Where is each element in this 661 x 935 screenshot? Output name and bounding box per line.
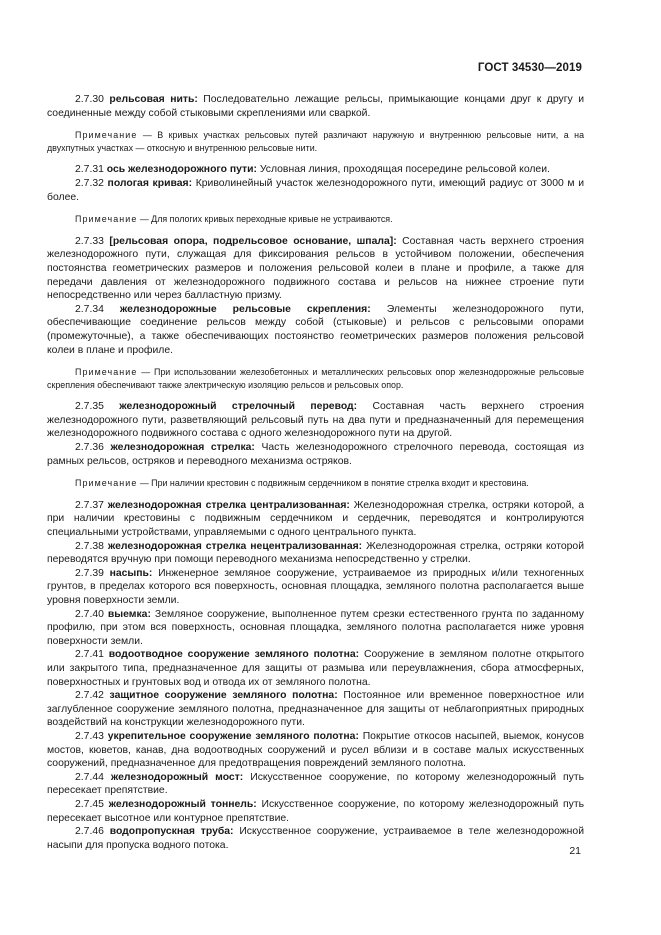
document-body: [47, 93, 584, 852]
note-paragraph: [47, 477, 584, 490]
definition-paragraph: [47, 400, 584, 441]
definition-paragraph: [47, 499, 584, 540]
definition-text: Инженерное земляное сооружение, устраиваемое из природных и/или техногенных грунтов, в пределах которого вся поверхность, основная площадка, земляного полотна располагается выше уровня поверхности земли.: [47, 567, 584, 606]
term: [рельсовая опора, подрельсовое основание, шпала]:: [109, 235, 397, 247]
clause-number: 2.7.42: [75, 690, 104, 702]
definition-text: Сооружение в земляном полотне открытого или закрытого типа, предназначенное для защиты от размыва или переувлажнения, сбора атмосферных, поверхностных и грунтовых вод и отвода их от земляного полотна.: [47, 649, 585, 688]
definition-paragraph: [47, 567, 584, 608]
clause-number: 2.7.34: [75, 303, 104, 315]
page-number: 21: [569, 845, 581, 857]
term: укрепительное сооружение земляного полотна:: [107, 730, 359, 742]
definition-text: Искусственное сооружение, по которому железнодорожный путь пересекает препятствие.: [47, 771, 585, 797]
note-text: — В кривых участках рельсовых путей различают наружную и внутреннюю рельсовые нити, а на двухпутных участках — откосную и внутреннюю рельсовые нити.: [47, 130, 584, 153]
definition-paragraph: [47, 608, 584, 649]
term: выемка:: [107, 608, 151, 620]
definition-text: Искусственное сооружение, устраиваемое в теле железнодорожной насыпи для пропуска водного потока.: [47, 826, 585, 851]
definition-text: Составная часть верхнего строения железнодорожного пути, разветвляющий рельсовый путь на два пути и предназначенный для перемещения железнодорожного подвижного состава с одного железнодорожного пути на другой.: [47, 401, 585, 440]
clause-number: 2.7.43: [75, 730, 104, 742]
definition-text: Последовательно лежащие рельсы, примыкающие концами друг к другу и соединенные между собой стыковыми скреплениями или сваркой.: [47, 94, 584, 119]
clause-number: 2.7.45: [75, 798, 104, 810]
definition-paragraph: [47, 163, 584, 177]
definition-text: Криволинейный участок железнодорожного пути, имеющий радиус от 3000 м и более.: [47, 177, 585, 203]
term: железнодорожный стрелочный перевод:: [119, 401, 358, 413]
clause-number: 2.7.37: [75, 499, 104, 511]
term: железнодорожный тоннель:: [108, 798, 257, 810]
note-text: — При наличии крестовин с подвижным сердечником в понятие стрелка входит и крестовина.: [139, 478, 529, 489]
clause-number: 2.7.36: [75, 442, 104, 454]
clause-number: 2.7.33: [75, 235, 104, 247]
clause-number: 2.7.32: [75, 177, 104, 189]
term: железнодорожный мост:: [110, 771, 244, 783]
note-text: — При использовании железобетонных и металлических рельсовых опор железнодорожные рельсовые скрепления обеспечивают также электрическую изоляцию рельсов и рельсовых опор.: [47, 367, 585, 390]
clause-number: 2.7.39: [75, 567, 104, 579]
note-label: Примечание: [75, 367, 138, 378]
term: ось железнодорожного пути:: [106, 164, 257, 176]
definition-text: Покрытие откосов насыпей, выемок, конусов мостов, кюветов, канав, дна водоотводных сооружений и русел вблизи и в составе малых искусственных сооружений, предназначенное для предотвращения повреждений земляного полотна.: [47, 730, 584, 770]
clause-number: 2.7.31: [75, 164, 104, 176]
definition-paragraph: [47, 648, 584, 689]
definition-paragraph: [47, 771, 584, 798]
term: насыпь:: [109, 567, 153, 579]
definition-text: Составная часть верхнего строения железнодорожного пути, служащая для фиксирования рельсов в устойчивом положении, обеспечения постоянства геометрических размеров и положения рельсовой колеи в плане и профиле, а также для передачи давления от железнодорожного подвижного состава и рельсов на нижнее строение пути непосредственно или через балластную призму.: [47, 235, 585, 302]
note-text: — Для пологих кривых переходные кривые не устраиваются.: [139, 214, 393, 225]
standard-code-header: ГОСТ 34530—2019: [477, 62, 582, 74]
definition-text: Железнодорожная стрелка, остряки которой, а при наличии крестовины с подвижным сердечником и сердечник, переводятся и контролируются специальными устройствами, управляемыми с одного центрального пункта.: [47, 499, 584, 539]
note-label: Примечание: [75, 130, 138, 141]
definition-text: Железнодорожная стрелка, остряки которой переводятся вручную при помощи переводного механизма непосредственно у стрелки.: [47, 540, 585, 566]
definition-text: Земляное сооружение, выполненное путем срезки естественного грунта по заданному профилю, при этом вся поверхность, основная площадка, земляного полотна располагается ниже уровня поверхности земли.: [47, 608, 585, 647]
note-paragraph: [47, 129, 584, 154]
clause-number: 2.7.40: [75, 608, 104, 620]
clause-number: 2.7.38: [75, 540, 104, 552]
term: железнодорожная стрелка:: [110, 442, 255, 454]
definition-paragraph: [47, 825, 584, 852]
term: железнодорожная стрелка централизованная:: [107, 499, 350, 511]
note-paragraph: [47, 213, 584, 226]
clause-number: 2.7.35: [75, 401, 104, 413]
clause-number: 2.7.46: [75, 826, 104, 838]
definition-paragraph: [47, 730, 584, 771]
definition-text: Условная линия, проходящая посередине рельсовой колеи.: [259, 164, 550, 176]
term: водопропускная труба:: [109, 826, 234, 838]
note-label: Примечание: [75, 214, 138, 225]
term: пологая кривая:: [107, 177, 193, 189]
definition-text: Часть железнодорожного стрелочного перевода, состоящая из рамных рельсов, остряков и переводного механизма остряков.: [47, 442, 585, 467]
term: защитное сооружение земляного полотна:: [109, 690, 338, 702]
definition-paragraph: [47, 177, 584, 204]
note-label: Примечание: [75, 478, 138, 489]
definition-paragraph: [47, 798, 584, 825]
definition-paragraph: [47, 689, 584, 730]
term: рельсовая нить:: [109, 94, 198, 105]
term: водоотводное сооружение земляного полотна:: [108, 649, 360, 661]
definition-paragraph: [47, 93, 584, 120]
definition-text: Искусственное сооружение, по которому железнодорожный путь пересекает высотное или контурное препятствие.: [47, 798, 585, 824]
clause-number: 2.7.44: [75, 771, 104, 783]
term: железнодорожная стрелка нецентрализованная:: [107, 540, 363, 552]
clause-number: 2.7.41: [75, 649, 104, 661]
definition-paragraph: [47, 441, 584, 468]
definition-paragraph: [47, 303, 584, 357]
definition-text: Постоянное или временное поверхностное или заглубленное сооружение земляного полотна, предназначенное для защиты от неблагоприятных природных воздействий на конструкции железнодорожного пути.: [47, 690, 585, 729]
definition-paragraph: [47, 235, 584, 303]
term: железнодорожные рельсовые скрепления:: [119, 303, 371, 315]
definition-text: Элементы железнодорожного пути, обеспечивающие соединение рельсов между собой (стыковые) и рельсов с рельсовыми опорами (промежуточные), а также обеспечивающих постоянство геометрических размеров положения рельсовой колеи в плане и профиле.: [47, 303, 585, 356]
note-paragraph: [47, 366, 584, 391]
definition-paragraph: [47, 540, 584, 567]
clause-number: 2.7.30: [75, 94, 104, 105]
